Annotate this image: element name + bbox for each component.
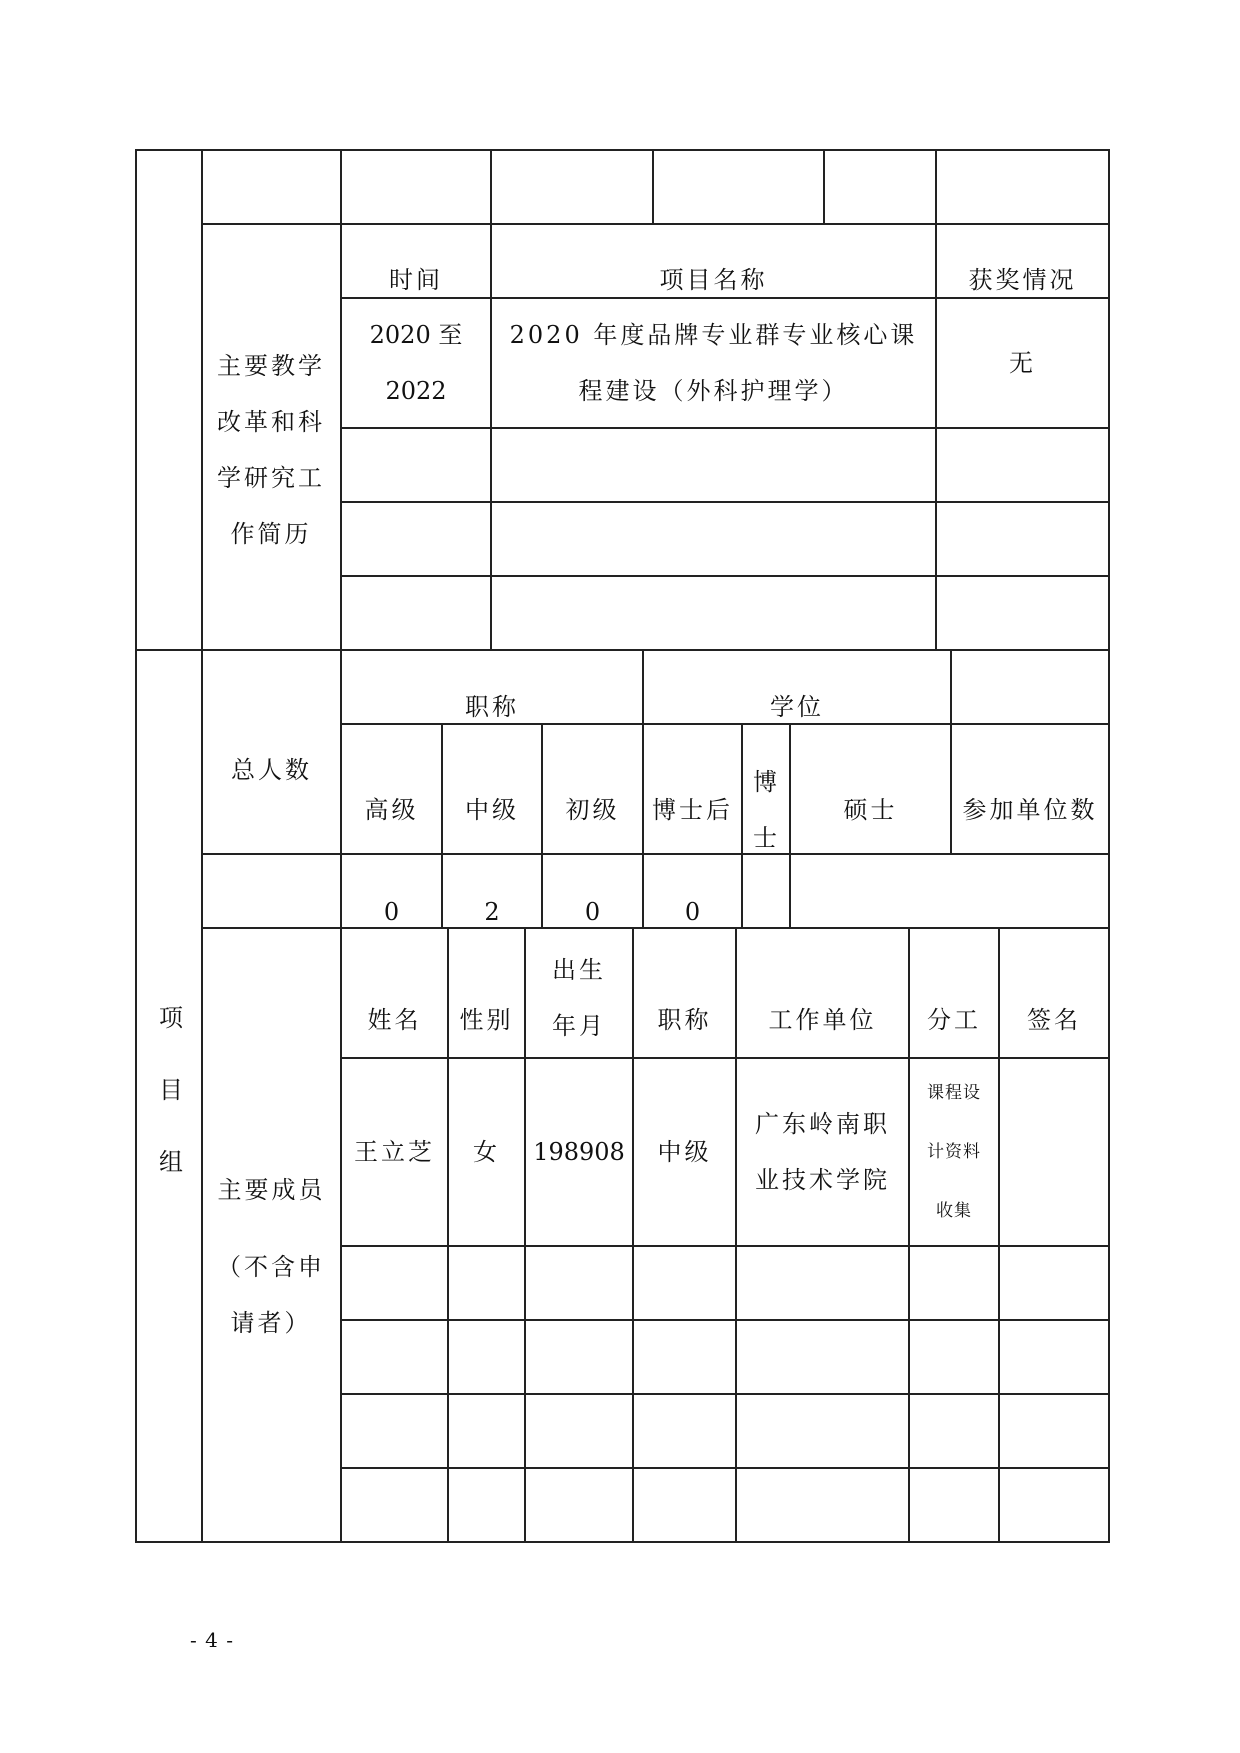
member-name: 王立芝 [354,1138,435,1166]
header-master: 硕士 [843,796,898,824]
member-header-gender: 性别 [459,1006,514,1034]
member-title: 中级 [657,1138,712,1166]
table-rule [201,149,203,1543]
member-role-text: 课程设计资料收集 [927,1082,981,1221]
total-people-label: 总人数 [231,756,312,784]
member-header-unit: 工作单位 [768,1006,877,1034]
table-border-left [135,149,137,1543]
member-header-birth [526,940,632,1056]
header-junior: 初级 [565,796,620,824]
table-rule [823,149,825,223]
table-rule [340,1319,1110,1321]
member-role [912,1059,996,1245]
table-rule [201,853,1110,855]
members-note [216,1240,326,1350]
research-project-name: 2020 年度品牌专业群专业核心课程建设（外科护理学） [509,321,918,405]
page-number: - 4 - [190,1628,234,1652]
table-rule [652,149,654,223]
member-header-title: 职称 [657,1006,712,1034]
title-group-header: 职称 [465,693,519,721]
header-senior: 高级 [364,796,419,824]
table-rule [201,223,1110,225]
table-rule [340,427,1110,429]
research-award: 无 [1009,349,1036,377]
table-rule [340,1467,1110,1469]
table-rule [340,1393,1110,1395]
header-units: 参加单位数 [962,796,1098,824]
header-phd [743,760,789,860]
table-border-right [1108,149,1110,1543]
table-rule [490,149,492,223]
degree-group-header: 学位 [770,693,824,721]
members-label: 主要成员 [217,1176,326,1204]
header-phd-text: 博士 [753,768,780,852]
research-section-label: 主要教学改革和科学研究工作简历 [217,352,325,548]
table-rule [340,501,1110,503]
members-note-text: （不含申请者） [217,1253,325,1337]
member-unit-text: 广东岭南职业技术学院 [755,1110,890,1194]
member-header-birth-text: 出生年月 [552,956,606,1040]
table-border-top [135,149,1110,151]
group-section-label [143,960,199,1220]
member-header-role: 分工 [927,1006,981,1034]
table-border-bottom [135,1541,1110,1543]
header-award: 获奖情况 [968,266,1077,294]
member-header-signature: 签名 [1027,1006,1081,1034]
value-postdoc: 0 [684,898,701,926]
value-junior: 0 [584,898,601,926]
member-birth: 198908 [533,1138,625,1166]
section-divider [135,649,1110,651]
member-header-name: 姓名 [367,1006,422,1034]
header-postdoc: 博士后 [652,796,733,824]
table-rule [340,1245,1110,1247]
header-middle: 中级 [465,796,519,824]
member-unit [745,1059,900,1245]
header-time: 时间 [389,266,443,294]
research-time: 2020 至 2022 [369,321,463,405]
table-rule [340,575,1110,577]
group-section-label-text: 项目组 [159,1004,183,1176]
table-rule [935,149,937,223]
table-rule [340,149,342,1543]
member-gender: 女 [473,1138,500,1166]
value-senior: 0 [383,898,400,926]
value-middle: 2 [484,898,500,926]
header-project-name: 项目名称 [659,266,768,294]
